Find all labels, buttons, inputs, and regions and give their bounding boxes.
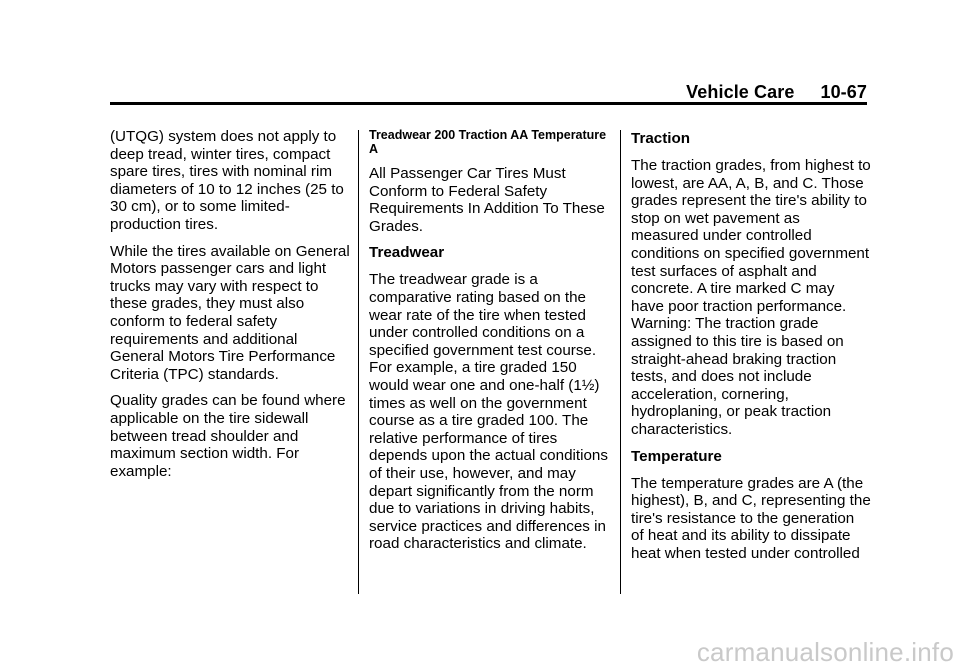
treadwear-paragraph: The treadwear grade is a comparative rating based on the wear rate of the tire when tested under controlled conditions on a specified government test course. For example, a tire graded 150 would wear one and one-half (1½) times as well on the government course as a tire graded 100. The relative performance of tires depends upon the actual conditions of their use, however, and may depart significantly from the norm due to variations in driving habits, service practices and differences in road characteristics and climate. bbox=[369, 271, 608, 553]
header-title bbox=[686, 82, 867, 103]
column-divider-left bbox=[358, 130, 359, 594]
page-header bbox=[110, 82, 867, 104]
treadwear-heading: Treadwear bbox=[369, 244, 445, 262]
quality-grades-location-paragraph: Quality grades can be found where applicable on the tire sidewall between tread shoulder and maximum section width. For example: bbox=[110, 392, 346, 480]
utqg-exclusions-paragraph: (UTQG) system does not apply to deep tread, winter tires, compact spare tires, tires with nominal rim diameters of 10 to 12 inches (25 to 30 cm), or to some limited-production tires. bbox=[110, 128, 344, 233]
tpc-standards-paragraph: While the tires available on General Motors passenger cars and light trucks may vary with respect to these grades, they must also conform to federal safety requirements and additional General Motors Tire Performance Criteria (TPC) standards. bbox=[110, 242, 350, 383]
grade-example-heading: Treadwear 200 Traction AA Temperature A bbox=[369, 128, 607, 156]
text-column-2 bbox=[369, 128, 611, 562]
header-rule bbox=[110, 102, 867, 105]
traction-heading: Traction bbox=[631, 130, 691, 147]
header-page-number: 10-67 bbox=[820, 82, 867, 102]
temperature-heading: Temperature bbox=[631, 447, 722, 465]
text-column-1 bbox=[110, 128, 352, 489]
federal-safety-paragraph: All Passenger Car Tires Must Conform to Federal Safety Requirements In Addition To These Grades. bbox=[369, 165, 605, 235]
header-section-title: Vehicle Care bbox=[686, 82, 795, 102]
watermark-link[interactable]: carmanualsonline.info bbox=[696, 637, 954, 667]
text-column-3 bbox=[631, 128, 871, 571]
traction-paragraph: The traction grades, from highest to lowest, are AA, A, B, and C. Those grades represent the tire's ability to stop on wet pavement as measured under controlled conditions on specified government test surfaces of asphalt and concrete. A tire marked C may have poor traction performance. Warning: The traction grade assigned to this tire is based on straight-ahead braking traction tests, and does not include acceleration, cornering, hydroplaning, or peak traction characteristics. bbox=[631, 157, 871, 438]
column-divider-right bbox=[620, 130, 621, 594]
temperature-paragraph: The temperature grades are A (the highest), B, and C, representing the tire's resistance to the generation of heat and its ability to dissipate heat when tested under controlled bbox=[631, 474, 871, 562]
